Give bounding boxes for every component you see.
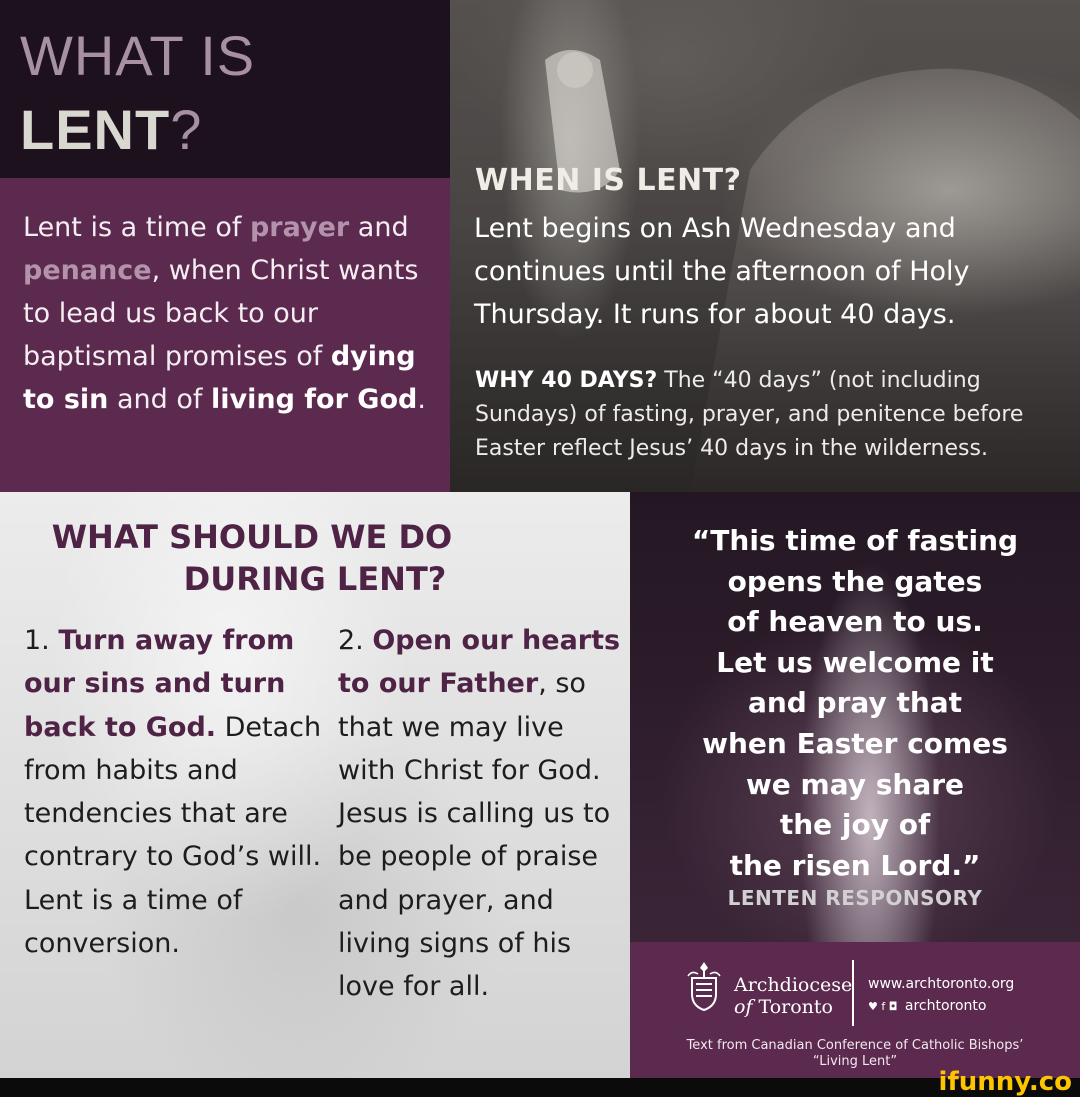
quote-line: the joy of xyxy=(779,808,931,842)
what-should-we-do-panel xyxy=(0,492,630,1078)
intro-text-part: , when Christ wants to lead us back to our baptismal promises of xyxy=(23,255,419,372)
quote-source: LENTEN RESPONSORY xyxy=(727,886,983,910)
why-body: The “40 days” (not including Sundays) of fasting, prayer, and penitence before Easter reflect Jesus’ 40 days in the wilderness. xyxy=(475,368,1024,461)
do-item-1 xyxy=(24,619,324,965)
intro-highlight-penance: penance xyxy=(23,255,152,286)
when-heading: WHEN IS LENT? xyxy=(475,163,742,198)
quote-line: the risen Lord.” xyxy=(729,848,981,882)
why-label: WHY 40 DAYS? xyxy=(475,368,658,393)
quote-line: when Easter comes xyxy=(702,726,1008,760)
quote-line: opens the gates xyxy=(727,564,983,598)
when-text: Lent begins on Ash Wednesday and continues until the afternoon of Holy Thursday. It runs for about 40 days. xyxy=(474,213,970,330)
quote-line: “This time of fasting xyxy=(691,524,1019,557)
intro-panel xyxy=(0,178,450,492)
intro-highlight-prayer: prayer xyxy=(249,212,350,243)
title-line-2 xyxy=(20,98,203,161)
archdiocese-crest-icon xyxy=(686,960,722,1012)
item-number: 2. xyxy=(338,625,373,656)
intro-bold-dying-to-sin: dying to sin xyxy=(23,341,416,415)
title-panel xyxy=(0,0,450,178)
watermark-strip xyxy=(0,1078,1080,1097)
footer-divider xyxy=(852,960,854,1026)
do-item-2 xyxy=(338,619,628,1009)
intro-text-part: . xyxy=(417,384,426,415)
title-question-mark: ? xyxy=(170,98,203,161)
do-heading-line-1: WHAT SHOULD WE DO xyxy=(51,518,453,556)
source-credit xyxy=(630,1038,1080,1070)
intro-text-part: and xyxy=(349,212,409,243)
archdiocese-footer xyxy=(630,942,1080,1078)
intro-text-part: Lent is a time of xyxy=(23,212,250,243)
website-link[interactable]: www.archtoronto.org xyxy=(868,976,1015,992)
quote-text xyxy=(630,521,1080,886)
org-line-2: Toronto xyxy=(752,996,833,1018)
intro-text xyxy=(23,206,443,421)
credit-line-2: “Living Lent” xyxy=(812,1054,898,1069)
quote-line: Let us welcome it xyxy=(716,645,994,679)
why-40-days-text xyxy=(475,364,1075,466)
quote-line: we may share xyxy=(745,767,965,801)
social-icons: ♥ f ◘ xyxy=(868,1000,898,1013)
do-heading-line-2: DURING LENT? xyxy=(183,560,447,598)
credit-line-1: Text from Canadian Conference of Catholic Bishops’ xyxy=(686,1038,1024,1053)
intro-text-part: and of xyxy=(108,384,211,415)
title-word-lent: LENT xyxy=(20,98,171,161)
do-heading xyxy=(0,516,630,600)
archdiocese-name xyxy=(734,974,852,1018)
item-1-bold: Turn away from our sins and turn back to God. xyxy=(24,625,295,743)
intro-bold-living-for-god: living for God xyxy=(210,384,418,415)
org-of: of xyxy=(734,996,753,1018)
ifunny-watermark: ifunny.co xyxy=(938,1067,1072,1097)
social-handle[interactable] xyxy=(868,998,986,1014)
item-1-text: Detach from habits and tendencies that are contrary to God’s will. Lent is a time of conversion. xyxy=(24,711,322,960)
quote-line: and pray that xyxy=(747,686,963,720)
item-number: 1. xyxy=(24,625,59,656)
item-2-bold: Open our hearts to our Father xyxy=(338,625,621,700)
social-handle-text: archtoronto xyxy=(904,998,987,1014)
quote-line: of heaven to us. xyxy=(727,605,983,639)
org-line-1: Archdiocese xyxy=(734,974,853,996)
quote-panel xyxy=(630,492,1080,942)
item-2-text: , so that we may live with Christ for God. Jesus is calling us to be people of praise and prayer, and living signs of his love for all. xyxy=(338,668,611,1003)
title-line-1: WHAT IS xyxy=(20,24,256,87)
when-is-lent-panel xyxy=(450,0,1080,492)
